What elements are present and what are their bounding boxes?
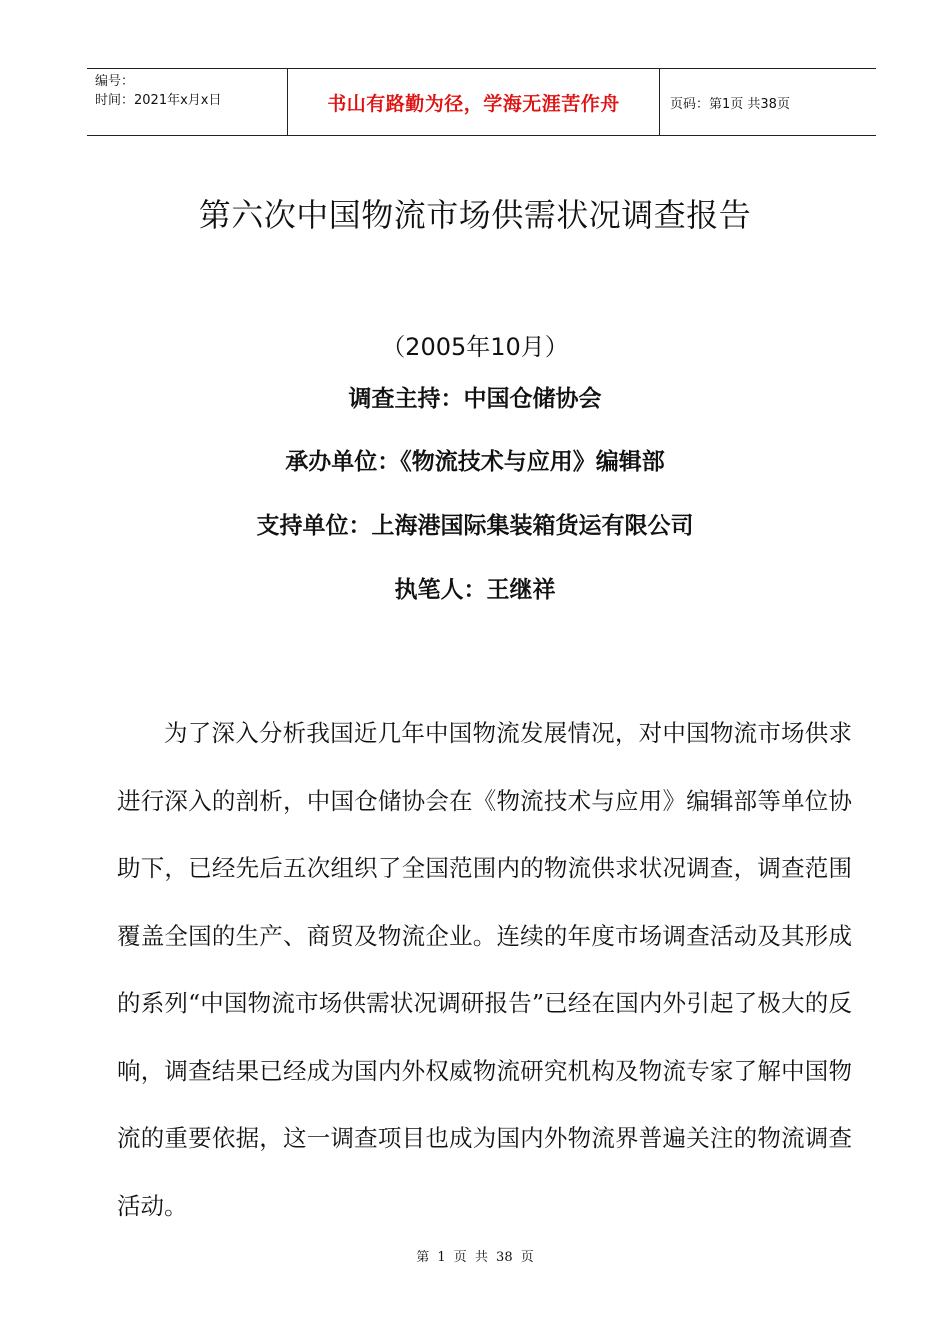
report-author: 执笔人：王继祥 <box>394 577 556 603</box>
header-motto: 书山有路勤为径，学海无涯苦作舟 <box>327 92 620 115</box>
document-number-label: 编号： <box>95 74 135 89</box>
header-page-cell <box>660 69 876 135</box>
document-title: 第六次中国物流市场供需状况调查报告 <box>198 196 752 234</box>
report-organizer: 承办单位：《物流技术与应用》编辑部 <box>285 449 665 475</box>
intro-paragraph: 为了深入分析我国近几年中国物流发展情况，对中国物流市场供求进行深入的剖析，中国仓储协会在《物流技术与应用》编辑部等单位协助下，已经先后五次组织了全国范围内的物流供求状况调查，调查范围覆盖全国的生产、商贸及物流企业。连续的年度市场调查活动及其形成的系列“中国物流市场供需状况调研报告”已经在国内外引起了极大的反响，调查结果已经成为国内外权威物流研究机构及物流专家了解中国物流的重要依据，这一调查项目也成为国内外物流界普遍关注的物流调查活动。 <box>117 719 852 1220</box>
report-supporter: 支持单位：上海港国际集装箱货运有限公司 <box>256 513 694 539</box>
header-page-info: 页码：第1页 共38页 <box>670 96 790 112</box>
page-footer: 第 1 页 共 38 页 <box>416 1250 534 1265</box>
report-host: 调查主持：中国仓储协会 <box>348 386 602 412</box>
report-date: （2005年10月） <box>381 333 569 361</box>
header-meta-cell <box>87 69 288 135</box>
page-header <box>87 68 876 136</box>
document-time-label: 时间：2021年x月x日 <box>95 93 222 108</box>
header-motto-cell <box>288 69 660 135</box>
